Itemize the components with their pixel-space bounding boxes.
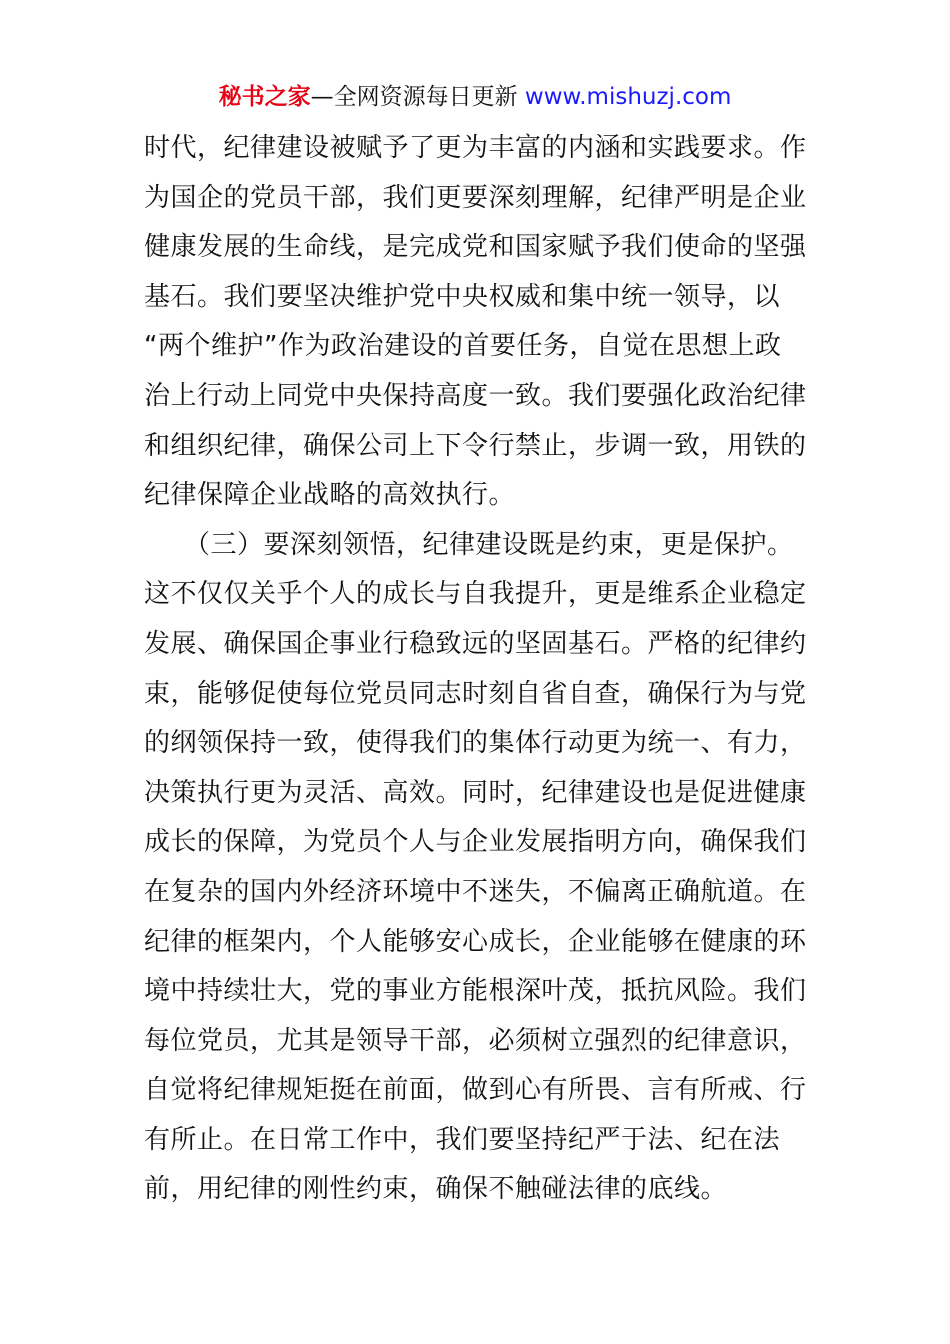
text-line: 有所止。在日常工作中，我们要坚持纪严于法、纪在法 bbox=[144, 1124, 781, 1155]
text-line: 基石。我们要坚决维护党中央权威和集中统一领导，以 bbox=[144, 281, 781, 312]
text-line: 的纲领保持一致，使得我们的集体行动更为统一、有力， bbox=[144, 728, 807, 759]
text-line: 这不仅仅关乎个人的成长与自我提升，更是维系企业稳定 bbox=[144, 579, 807, 610]
text-line: 自觉将纪律规矩挺在前面，做到心有所畏、言有所戒、行 bbox=[144, 1075, 807, 1106]
text-line: “两个维护”作为政治建设的首要任务，自觉在思想上政 bbox=[144, 331, 782, 362]
text-line: 健康发展的生命线，是完成党和国家赋予我们使命的坚强 bbox=[144, 232, 807, 263]
text-line: 每位党员，尤其是领导干部，必须树立强烈的纪律意识， bbox=[144, 1025, 807, 1056]
text-line: 治上行动上同党中央保持高度一致。我们要强化政治纪律 bbox=[144, 380, 807, 411]
site-header bbox=[0, 80, 950, 114]
site-brand: 秘书之家 bbox=[218, 84, 311, 110]
text-line: 纪律保障企业战略的高效执行。 bbox=[144, 480, 516, 511]
document-body bbox=[144, 124, 814, 1215]
text-line: 前，用纪律的刚性约束，确保不触碰法律的底线。 bbox=[144, 1174, 728, 1205]
text-line: 和组织纪律，确保公司上下令行禁止，步调一致，用铁的 bbox=[144, 430, 807, 461]
text-line: 为国企的党员干部，我们更要深刻理解，纪律严明是企业 bbox=[144, 182, 807, 213]
text-line: （三）要深刻领悟，纪律建设既是约束，更是保护。 bbox=[144, 529, 794, 560]
site-tagline: —全网资源每日更新 bbox=[310, 84, 525, 110]
text-line: 时代，纪律建设被赋予了更为丰富的内涵和实践要求。作 bbox=[144, 133, 807, 163]
site-url[interactable]: www.mishuzj.com bbox=[524, 84, 732, 110]
text-line: 在复杂的国内外经济环境中不迷失，不偏离正确航道。在 bbox=[144, 876, 807, 907]
text-line: 纪律的框架内，个人能够安心成长，企业能够在健康的环 bbox=[144, 926, 807, 957]
text-line: 境中持续壮大，党的事业方能根深叶茂，抵抗风险。我们 bbox=[144, 976, 807, 1007]
text-line: 决策执行更为灵活、高效。同时，纪律建设也是促进健康 bbox=[144, 777, 807, 808]
text-line: 成长的保障，为党员个人与企业发展指明方向，确保我们 bbox=[144, 827, 807, 858]
text-line: 束，能够促使每位党员同志时刻自省自查，确保行为与党 bbox=[144, 678, 807, 709]
text-line: 发展、确保国企事业行稳致远的坚固基石。严格的纪律约 bbox=[144, 628, 807, 659]
